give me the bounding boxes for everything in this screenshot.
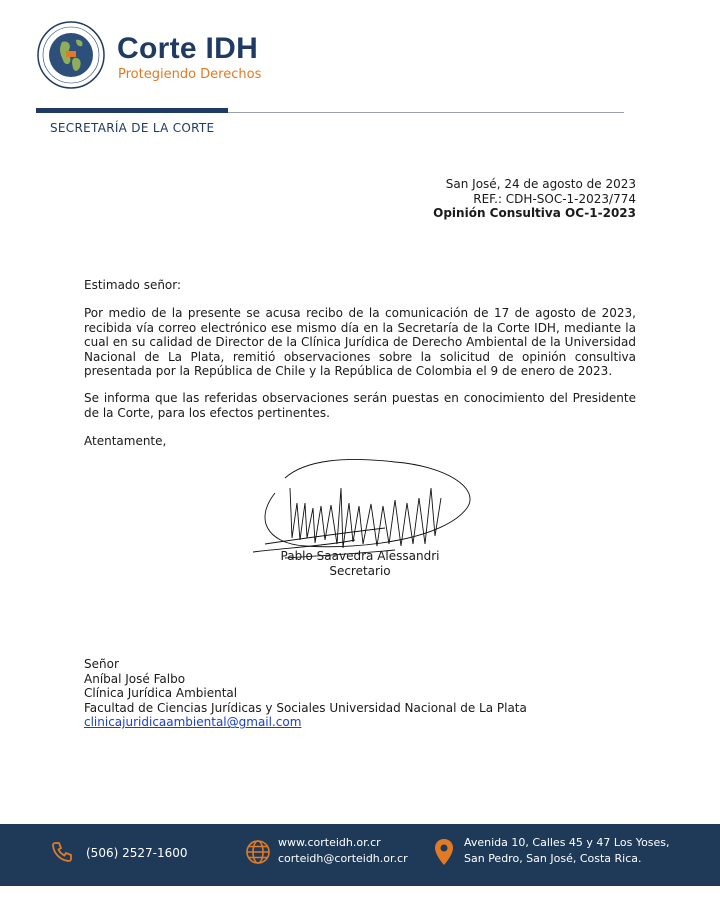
recipient-faculty: Facultad de Ciencias Jurídicas y Sociales Universidad Nacional de La Plata [84,700,527,715]
footer-email: corteidh@corteidh.or.cr [278,852,408,865]
recipient-block [84,657,527,730]
recipient-email-link[interactable]: clinicajuridicaambiental@gmail.com [84,715,302,730]
recipient-organization: Clínica Jurídica Ambiental [84,686,238,701]
location-pin-icon [433,838,455,866]
recipient-name: Aníbal José Falbo [84,671,186,686]
phone-icon [50,840,74,864]
globe-icon [245,839,271,865]
closing: Atentamente, [84,434,167,448]
footer-address-line-2: San Pedro, San José, Costa Rica. [464,852,642,865]
header-accent-bar [36,108,228,113]
recipient-honorific: Señor [84,657,119,671]
body-paragraph-1: Por medio de la presente se acusa recibo de la comunicación de 17 de agosto de 2023, recibida vía correo electrónico ese mismo día en la Secretaría de la Corte IDH, mediante la cual en su calidad de Director de la Clínica Jurídica de Derecho Ambiental de la Universidad Nacional de La Plata, remitió observaciones sobre la solicitud de opinión consultiva presentada por la República de Chile y la República de Colombia el 9 de enero de 2023. [84,306,636,379]
reference-number: REF.: CDH-SOC-1-2023/774 [473,191,636,206]
subject-line: Opinión Consultiva OC-1-2023 [433,206,636,220]
footer [0,824,720,886]
brand-tagline: Protegiendo Derechos [118,67,262,82]
reference-block [433,177,636,221]
footer-address-line-1: Avenida 10, Calles 45 y 47 Los Yoses, [464,836,670,849]
salutation: Estimado señor: [84,278,182,292]
office-label: SECRETARÍA DE LA CORTE [50,121,215,135]
footer-website: www.corteidh.or.cr [278,836,381,849]
signer-title: Secretario [329,564,391,578]
court-seal-logo [36,20,106,90]
body-paragraph-2: Se informa que las referidas observaciones serán puestas en conocimiento del Presidente de la Corte, para los efectos pertinentes. [84,391,636,420]
place-date: San José, 24 de agosto de 2023 [445,177,636,191]
brand-name: Corte IDH [117,32,259,65]
footer-phone: (506) 2527-1600 [86,846,188,860]
signer-name: Pablo Saavedra Alessandri [280,549,440,563]
